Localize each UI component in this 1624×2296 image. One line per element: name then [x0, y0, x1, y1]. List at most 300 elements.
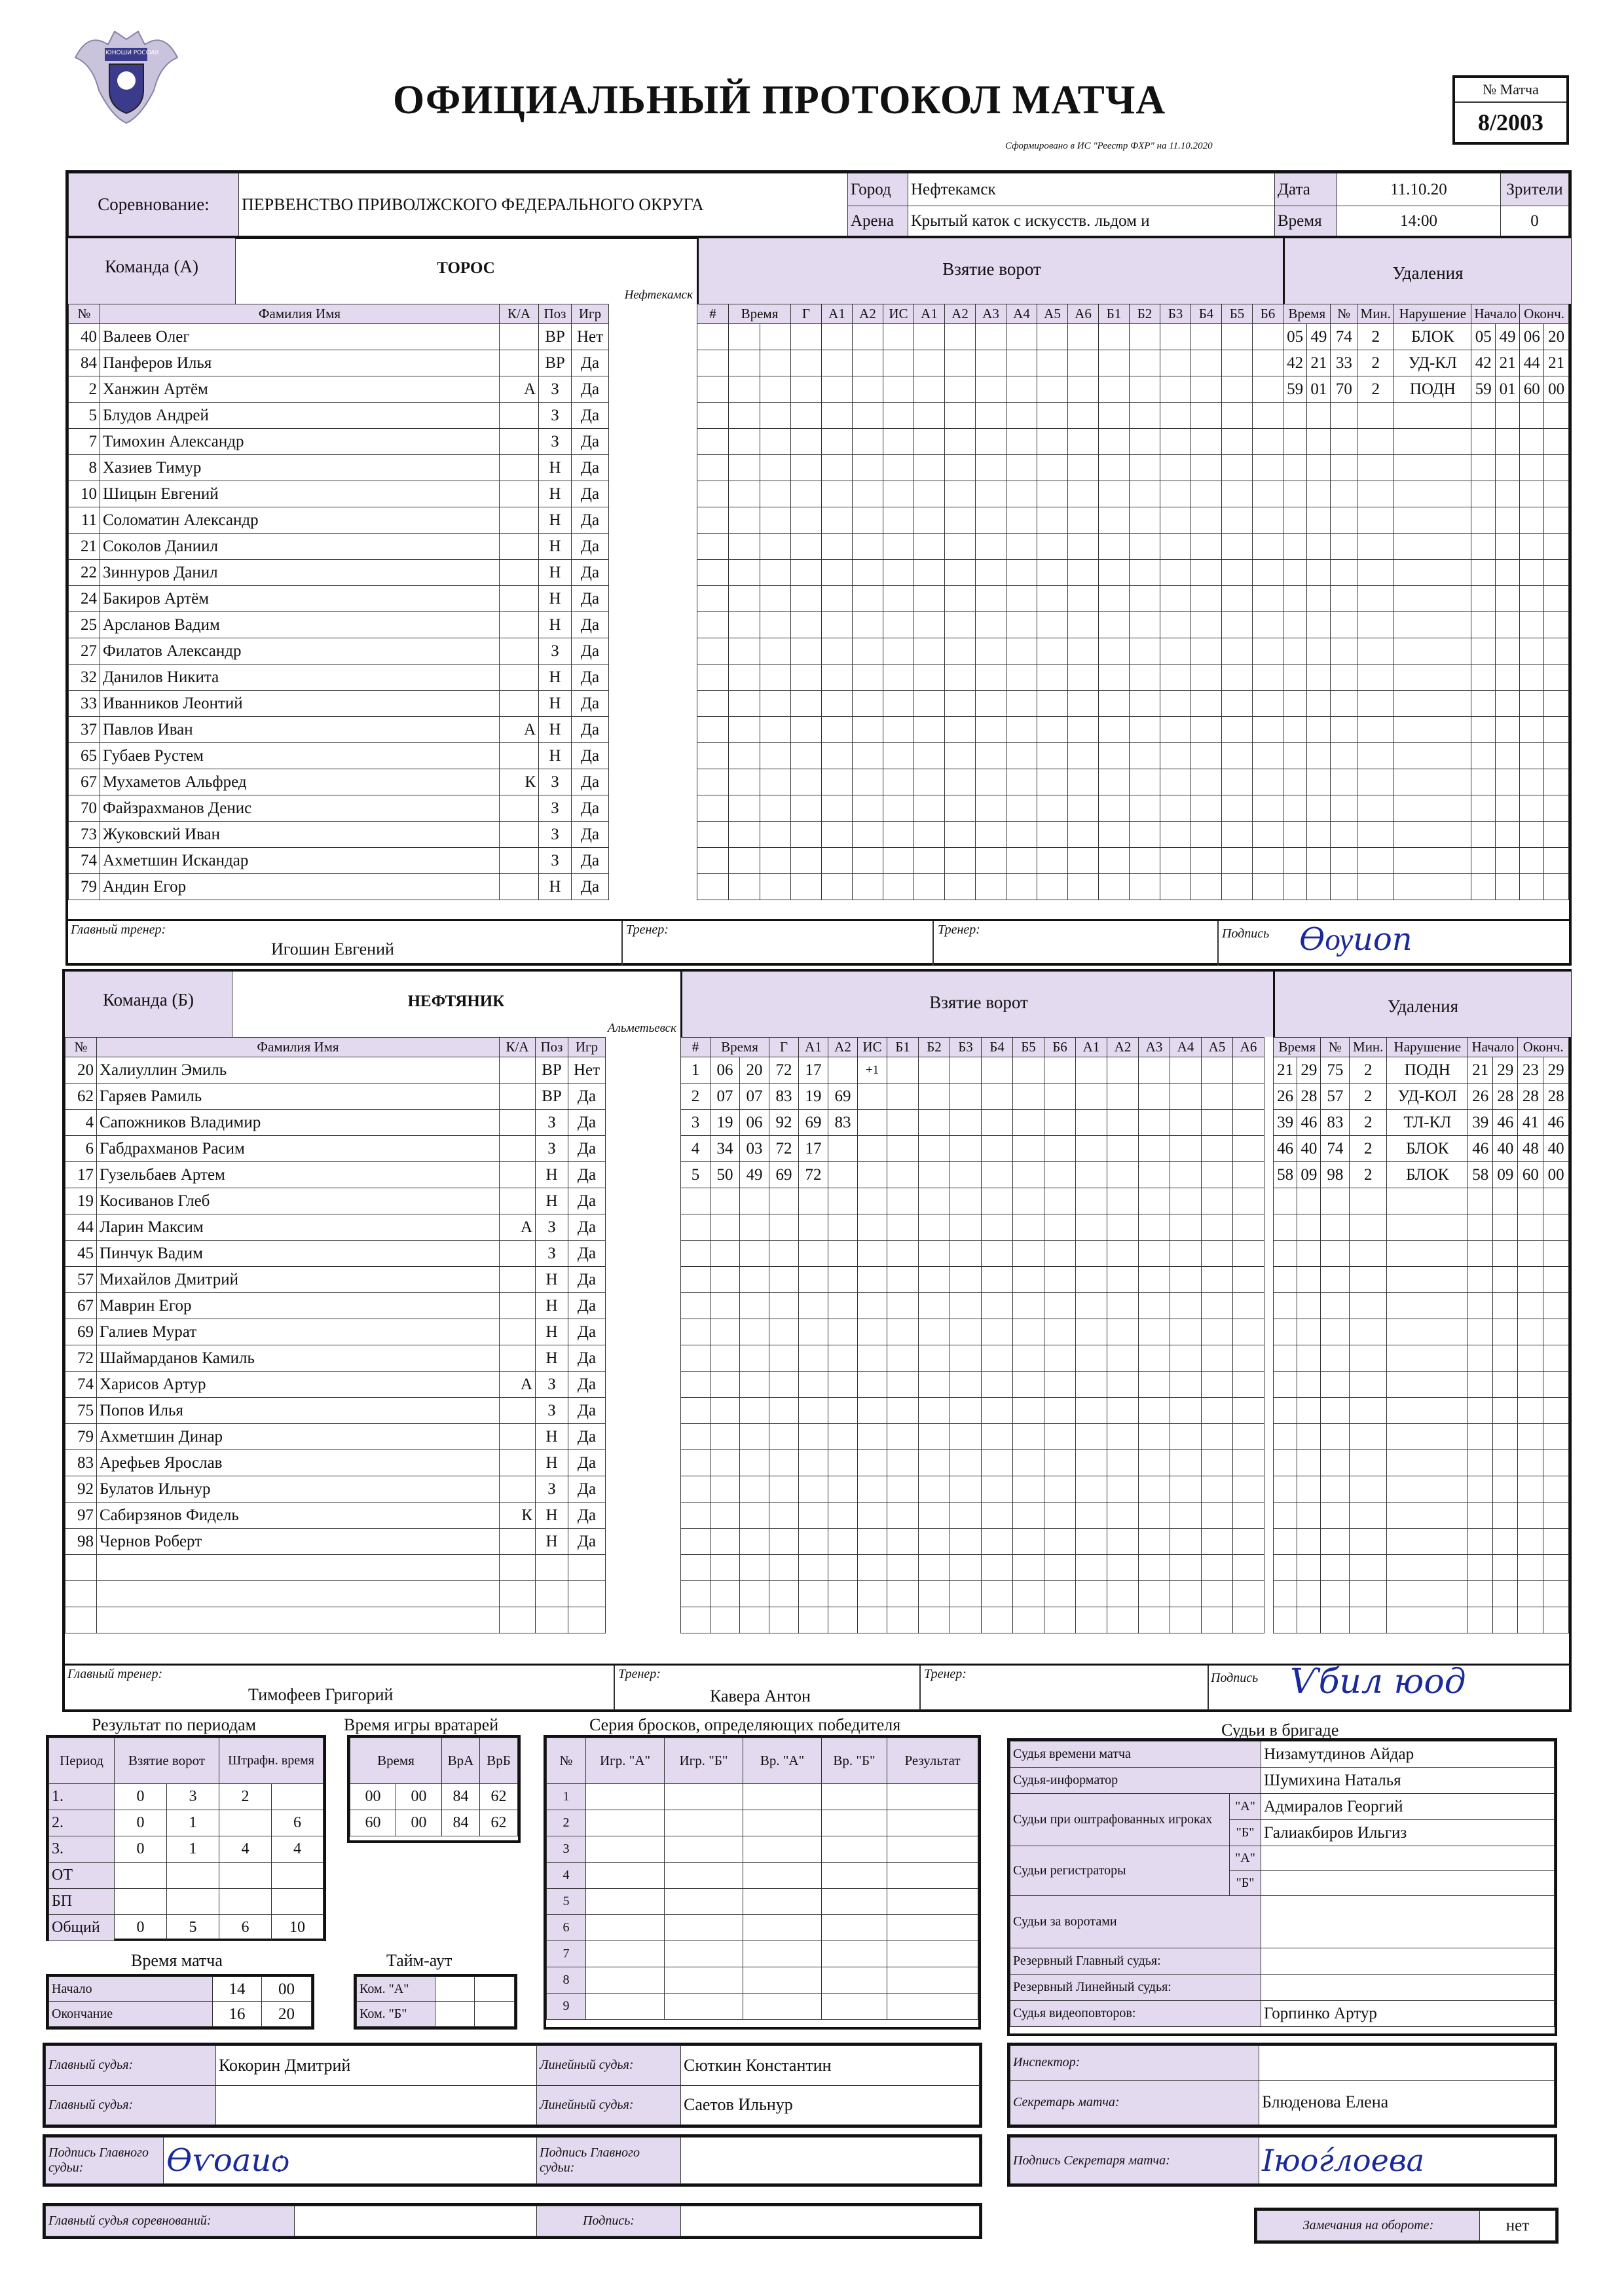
player-role: [500, 1162, 536, 1188]
penalty-e2: [1544, 691, 1569, 717]
player-row: [69, 455, 609, 481]
goal-cell: [1233, 1555, 1264, 1581]
goal-cell: [887, 1450, 919, 1476]
penalty-t2: [1307, 848, 1331, 874]
player-played: Да: [568, 1503, 606, 1529]
match-info: Соревнование: ПЕРВЕНСТВО ПРИВОЛЖСКОГО ФЕДЕРАЛЬНОГО ОКРУГА Город Нефтекамск Дата 11.10.20 Зрители Арена Крытый каток с искусств. льдом и Время 14:00 0: [65, 170, 1572, 239]
goal-row: [681, 1345, 1264, 1372]
penalty-t2: [1297, 1581, 1321, 1607]
goal-cell: [982, 1188, 1013, 1214]
player-row: [65, 1398, 606, 1424]
goal-g: [769, 1607, 799, 1633]
goal-cell: [1076, 1372, 1107, 1398]
goal-cell: [1160, 665, 1191, 691]
penalty-viol: [1387, 1188, 1468, 1214]
goal-cell: [1160, 481, 1191, 507]
goal-t1: [710, 1529, 740, 1555]
penalty-e1: 28: [1518, 1084, 1543, 1110]
shootout-cell: [665, 1836, 743, 1863]
player-row: [65, 1503, 606, 1529]
penalty-num: [1331, 717, 1357, 743]
player-position: З: [536, 1214, 568, 1241]
goal-cell: [1130, 376, 1160, 403]
penalty-num: [1321, 1214, 1350, 1241]
period-pa: 4: [219, 1836, 272, 1863]
penalty-e2: [1544, 481, 1569, 507]
goal-header: А2: [828, 1038, 858, 1057]
player-row: [69, 507, 609, 534]
goal-cell: [887, 1424, 919, 1450]
goal-cell: [887, 1241, 919, 1267]
goal-t1: [729, 717, 760, 743]
goal-cell: [1044, 1345, 1076, 1372]
goal-a1: [799, 1450, 828, 1476]
goal-a1: [799, 1529, 828, 1555]
penalty-viol: ПОДН: [1394, 376, 1471, 403]
goal-cell: [1160, 586, 1191, 612]
penalty-viol: [1387, 1581, 1468, 1607]
shootout-cell: [887, 1915, 978, 1941]
goal-cell: [1130, 795, 1160, 822]
player-role: [500, 481, 539, 507]
player-role: [500, 822, 539, 848]
goal-cell: [1222, 324, 1253, 350]
penalty-num: [1321, 1607, 1350, 1633]
goal-t2: [740, 1581, 769, 1607]
goal-cell: [1107, 1162, 1139, 1188]
goal-t1: [710, 1503, 740, 1529]
penalty-t2: [1297, 1345, 1321, 1372]
goal-cell: [1006, 638, 1037, 665]
goal-g: [769, 1450, 799, 1476]
goal-t1: [729, 534, 760, 560]
goal-cell: [1044, 1110, 1076, 1136]
goal-cell: [1160, 560, 1191, 586]
goal-cell: [982, 1555, 1013, 1581]
goal-cell: [919, 1607, 950, 1633]
penalty-header: Время: [1274, 1038, 1321, 1057]
goal-header: ИС: [883, 304, 914, 324]
goal-n: [697, 638, 729, 665]
goal-cell: [1160, 376, 1191, 403]
period-pb: 10: [272, 1915, 323, 1941]
goal-t1: [729, 822, 760, 848]
goal-cell: [976, 481, 1006, 507]
period-gb: 1: [167, 1836, 219, 1863]
penalty-min: 2: [1350, 1057, 1387, 1084]
goal-a1: [799, 1607, 828, 1633]
goal-a1: [822, 612, 853, 638]
player-row: [69, 534, 609, 560]
player-played: Да: [572, 403, 609, 429]
goal-cell: [1233, 1057, 1264, 1084]
penalty-s2: [1493, 1450, 1518, 1476]
shootout-header: Результат: [887, 1738, 978, 1784]
goal-row: [697, 507, 1283, 534]
shootout-cell: [586, 1967, 665, 1994]
player-played: Да: [572, 848, 609, 874]
goal-row: [697, 795, 1283, 822]
goal-cell: [1099, 822, 1130, 848]
goal-cell: [1037, 403, 1068, 429]
player-row: [65, 1110, 606, 1136]
goal-cell: [1107, 1476, 1139, 1503]
penalty-s2: 28: [1493, 1084, 1518, 1110]
goal-t2: [760, 324, 791, 350]
goal-t2: 06: [740, 1110, 769, 1136]
player-number: 24: [69, 586, 100, 612]
goal-cell: [1222, 822, 1253, 848]
penalty-num: [1321, 1450, 1350, 1476]
player-played: [568, 1581, 606, 1607]
goal-cell: [945, 874, 976, 900]
shootout-cell: [887, 1836, 978, 1863]
penalty-row: [1274, 1241, 1569, 1267]
goal-cell: [1191, 429, 1222, 455]
penalty-min: [1350, 1581, 1387, 1607]
penalty-e2: 00: [1544, 376, 1569, 403]
penalty-s2: 09: [1493, 1162, 1518, 1188]
player-number: 67: [65, 1293, 97, 1319]
goal-cell: [1037, 717, 1068, 743]
penalty-s1: [1468, 1476, 1493, 1503]
player-number: 72: [65, 1345, 97, 1372]
goal-cell: [1170, 1267, 1202, 1293]
player-role: [500, 1319, 536, 1345]
goal-a1: [822, 848, 853, 874]
penalty-row: [1274, 1136, 1569, 1162]
player-name: Чернов Роберт: [97, 1529, 500, 1555]
goal-cell: [1037, 665, 1068, 691]
goal-g: [791, 769, 822, 795]
goal-cell: [1107, 1319, 1139, 1345]
goal-cell: [1170, 1581, 1202, 1607]
penalty-t2: [1307, 481, 1331, 507]
penalty-s1: [1471, 638, 1496, 665]
goal-n: [697, 429, 729, 455]
goal-g: [769, 1424, 799, 1450]
player-position: Н: [536, 1503, 568, 1529]
goal-cell: [945, 507, 976, 534]
goal-cell: [1139, 1293, 1170, 1319]
goal-cell: [887, 1162, 919, 1188]
goal-cell: [1107, 1136, 1139, 1162]
player-name: Бакиров Артём: [100, 586, 500, 612]
period-pa: [219, 1889, 272, 1915]
goal-t2: [740, 1398, 769, 1424]
penalty-s1: [1468, 1529, 1493, 1555]
goal-n: [681, 1398, 710, 1424]
goal-cell: [982, 1136, 1013, 1162]
penalty-header: Время: [1283, 304, 1331, 324]
player-position: З: [536, 1476, 568, 1503]
goal-header: ИС: [858, 1038, 887, 1057]
penalty-num: [1331, 586, 1357, 612]
penalty-viol: БЛОК: [1394, 324, 1471, 350]
goal-header: Г: [769, 1038, 799, 1057]
referees-panel: Главный судья: Кокорин Дмитрий Линейный судья: Сюткин Константин Главный судья: Линейный судья: Саетов Ильнур: [43, 2043, 982, 2128]
goal-a2: [828, 1267, 858, 1293]
goal-a1: [822, 795, 853, 822]
goal-row: [681, 1581, 1264, 1607]
goal-cell: [1013, 1241, 1044, 1267]
penalty-e2: [1543, 1267, 1569, 1293]
player-number: 69: [65, 1319, 97, 1345]
penalty-viol: [1394, 429, 1471, 455]
player-row: [65, 1319, 606, 1345]
penalty-t1: [1274, 1607, 1297, 1633]
period-pb: 4: [272, 1836, 323, 1863]
goal-cell: [1013, 1110, 1044, 1136]
penalty-row: [1283, 586, 1569, 612]
shootout-cell: [887, 1889, 978, 1915]
goal-is: [858, 1529, 887, 1555]
player-name: Филатов Александр: [100, 638, 500, 665]
goal-cell: [1037, 507, 1068, 534]
goal-cell: [914, 795, 945, 822]
goal-is: [883, 691, 914, 717]
player-played: Да: [572, 376, 609, 403]
goal-n: [697, 717, 729, 743]
goal-cell: [982, 1450, 1013, 1476]
goal-cell: [945, 560, 976, 586]
penalty-e2: [1543, 1424, 1569, 1450]
penalty-e2: [1544, 429, 1569, 455]
penalty-s1: [1471, 429, 1496, 455]
penalty-min: [1357, 769, 1394, 795]
goal-t1: [710, 1188, 740, 1214]
goal-cell: [1253, 874, 1283, 900]
goal-cell: [1170, 1188, 1202, 1214]
goal-cell: [914, 560, 945, 586]
penalty-t2: [1297, 1398, 1321, 1424]
goal-cell: [950, 1529, 982, 1555]
goal-cell: [1233, 1110, 1264, 1136]
goal-cell: [1170, 1110, 1202, 1136]
goal-cell: [919, 1214, 950, 1241]
goal-row: [697, 560, 1283, 586]
penalty-row: [1283, 665, 1569, 691]
goal-cell: [982, 1241, 1013, 1267]
goal-cell: [950, 1241, 982, 1267]
goal-cell: [914, 638, 945, 665]
goal-n: [681, 1581, 710, 1607]
penalty-e1: 60: [1520, 376, 1544, 403]
penalty-t2: [1307, 534, 1331, 560]
goal-cell: [1099, 534, 1130, 560]
goal-cell: [1013, 1188, 1044, 1214]
goal-a2: [828, 1555, 858, 1581]
goal-is: [858, 1476, 887, 1503]
player-position: Н: [539, 665, 572, 691]
goal-cell: [1233, 1241, 1264, 1267]
period-row: [49, 1889, 323, 1915]
player-number: 83: [65, 1450, 97, 1476]
goal-cell: [1013, 1136, 1044, 1162]
goal-cell: [1222, 560, 1253, 586]
goal-cell: [887, 1136, 919, 1162]
penalty-min: [1357, 822, 1394, 848]
goal-a1: [799, 1319, 828, 1345]
goal-g: 83: [769, 1084, 799, 1110]
penalty-e2: [1544, 717, 1569, 743]
player-name: Соколов Даниил: [100, 534, 500, 560]
goal-cell: [914, 429, 945, 455]
goal-row: [681, 1084, 1264, 1110]
penalty-num: [1331, 455, 1357, 481]
shootout-row: [547, 1836, 978, 1863]
goal-cell: [1044, 1476, 1076, 1503]
goal-cell: [1006, 874, 1037, 900]
player-role: [500, 1241, 536, 1267]
goal-cell: [1107, 1450, 1139, 1476]
goal-cell: [982, 1110, 1013, 1136]
goal-cell: [1076, 1241, 1107, 1267]
goal-header: Б2: [919, 1038, 950, 1057]
goal-cell: [1253, 769, 1283, 795]
goal-cell: [1139, 1555, 1170, 1581]
goal-cell: [1233, 1319, 1264, 1345]
goal-cell: [1202, 1110, 1233, 1136]
player-name: Валеев Олег: [100, 324, 500, 350]
goal-t2: [740, 1529, 769, 1555]
player-position: [536, 1581, 568, 1607]
goal-n: [681, 1293, 710, 1319]
goal-cell: [1139, 1450, 1170, 1476]
player-number: 40: [69, 324, 100, 350]
goalie-t1: 00: [350, 1784, 396, 1810]
goal-cell: [887, 1084, 919, 1110]
penalty-e2: 20: [1544, 324, 1569, 350]
goal-cell: [919, 1503, 950, 1529]
penalty-e2: 40: [1543, 1136, 1569, 1162]
goal-cell: [1006, 743, 1037, 769]
goal-is: [883, 429, 914, 455]
player-name: Мухаметов Альфред: [100, 769, 500, 795]
goal-cell: [1013, 1214, 1044, 1241]
goal-n: [697, 665, 729, 691]
player-position: Н: [539, 586, 572, 612]
goal-a1: [799, 1476, 828, 1503]
goal-t2: [760, 769, 791, 795]
penalty-num: 98: [1321, 1162, 1350, 1188]
goal-cell: [1099, 376, 1130, 403]
goal-row: [681, 1372, 1264, 1398]
goal-cell: [976, 612, 1006, 638]
goal-cell: [1013, 1398, 1044, 1424]
goal-a2: [853, 534, 883, 560]
goal-is: [858, 1319, 887, 1345]
goal-cell: [1006, 848, 1037, 874]
goal-cell: [976, 769, 1006, 795]
goal-cell: [914, 376, 945, 403]
remarks-box: Замечания на обороте: нет: [1254, 2208, 1559, 2244]
goal-cell: [1107, 1398, 1139, 1424]
goal-cell: [919, 1110, 950, 1136]
penalty-s2: [1496, 586, 1520, 612]
goal-g: [791, 638, 822, 665]
goal-cell: [1037, 743, 1068, 769]
player-role: [500, 1476, 536, 1503]
goal-cell: [1233, 1503, 1264, 1529]
goal-g: [769, 1581, 799, 1607]
goal-cell: [950, 1372, 982, 1398]
penalty-t2: [1307, 638, 1331, 665]
player-name: Гаряев Рамиль: [97, 1084, 500, 1110]
penalty-e1: [1518, 1398, 1543, 1424]
player-name: Габдрахманов Расим: [97, 1136, 500, 1162]
penalty-t2: [1307, 429, 1331, 455]
shootout-cell: [822, 1941, 887, 1967]
goal-cell: [914, 455, 945, 481]
player-row: [69, 586, 609, 612]
goal-n: [681, 1424, 710, 1450]
goal-cell: [1099, 638, 1130, 665]
goal-g: [791, 455, 822, 481]
penalty-viol: [1394, 795, 1471, 822]
penalty-s1: [1471, 534, 1496, 560]
goal-cell: [1130, 507, 1160, 534]
goal-cell: [1202, 1345, 1233, 1372]
goal-header: А2: [945, 304, 976, 324]
period-pa: 6: [219, 1915, 272, 1941]
penalty-num: [1331, 534, 1357, 560]
goalie-t2: 00: [396, 1784, 442, 1810]
penalty-e1: [1520, 665, 1544, 691]
goal-cell: [1160, 534, 1191, 560]
player-role: [500, 560, 539, 586]
player-played: Да: [568, 1345, 606, 1372]
goal-cell: [1006, 429, 1037, 455]
player-role: [500, 1110, 536, 1136]
goal-is: [858, 1607, 887, 1633]
goal-cell: [1044, 1581, 1076, 1607]
goal-cell: [976, 717, 1006, 743]
goal-cell: [1013, 1607, 1044, 1633]
goal-cell: [1139, 1162, 1170, 1188]
goal-a2: [853, 455, 883, 481]
penalty-e2: [1544, 848, 1569, 874]
team-b-section: Команда (Б) НЕФТЯНИК Альметьевск Взятие ворот Удаления № Фамилия Имя К/А Поз Игр 20 Халиуллин Эмиль ВР Нет 62 Гаряев Рамиль ВР Да 4 Сапожников Владимир З Да 6 Габдрахманов Расим З Да 17 Гузельбаев Артем Н Да 19 Косиванов Глеб Н Да 44 Ларин Максим А З Да 45 Пинчук Вадим З Да 57 Михайлов Дмитрий Н Да 67 Маврин Егор Н Да 69 Галиев Мурат Н Да 72 Шаймарданов Камиль Н Да 74 Харисов Артур А З Да 75 Попов Илья З Да 79 Ахметшин Динар Н Да 83 Арефьев Ярослав Н Да 92 Булатов Ильнур З Да 97 Сабирзянов Фидель К Н Да 98 Чернов Роберт Н Да # Время Г А1 А2 ИС Б1 Б2 Б3 Б4 Б5 Б6 А1 А2 А3 А4 А5 А6 1 06 20 72 17 +1 2 07 07 83 19 69 3 19 06 92 69 83 4 34 03 72 17 5 50 49 69 72 Время № Мин. Нарушение Начало Оконч. 21 29 75 2 ПОДН 21 29 23 29 26 28 57 2 УД-КОЛ 26 28 28 28 39 46 83 2 ТЛ-КЛ 39 46 41 46 46 40 74 2 БЛОК 46 40 48 40 58 09 98 2 БЛОК 58 09 60 00 Главный тренер: Тимофеев Григорий Тренер: Кавера Антон Тренер: Подпись Ѵбил юод: [62, 969, 1572, 1712]
goal-cell: [1253, 481, 1283, 507]
player-row: [65, 1084, 606, 1110]
player-number: 74: [69, 848, 100, 874]
goal-cell: [1202, 1476, 1233, 1503]
penalty-s1: [1471, 691, 1496, 717]
goal-header: А1: [1076, 1038, 1107, 1057]
penalty-s2: 29: [1493, 1057, 1518, 1084]
shootout-cell: [743, 1941, 822, 1967]
goal-cell: [1253, 403, 1283, 429]
player-number: 19: [65, 1188, 97, 1214]
player-played: Да: [572, 560, 609, 586]
penalty-row: [1274, 1188, 1569, 1214]
penalty-row: [1283, 376, 1569, 403]
penalty-s2: [1496, 429, 1520, 455]
penalty-t2: [1297, 1293, 1321, 1319]
penalty-t1: [1283, 560, 1307, 586]
shootout-cell: [822, 1810, 887, 1836]
penalty-e2: 28: [1543, 1084, 1569, 1110]
shootout-cell: [743, 1863, 822, 1889]
goal-is: [883, 455, 914, 481]
penalty-t1: 39: [1274, 1110, 1297, 1136]
penalty-s2: [1493, 1398, 1518, 1424]
goal-a1: [822, 507, 853, 534]
goal-cell: [1191, 691, 1222, 717]
goal-cell: [945, 743, 976, 769]
goal-a2: [853, 848, 883, 874]
